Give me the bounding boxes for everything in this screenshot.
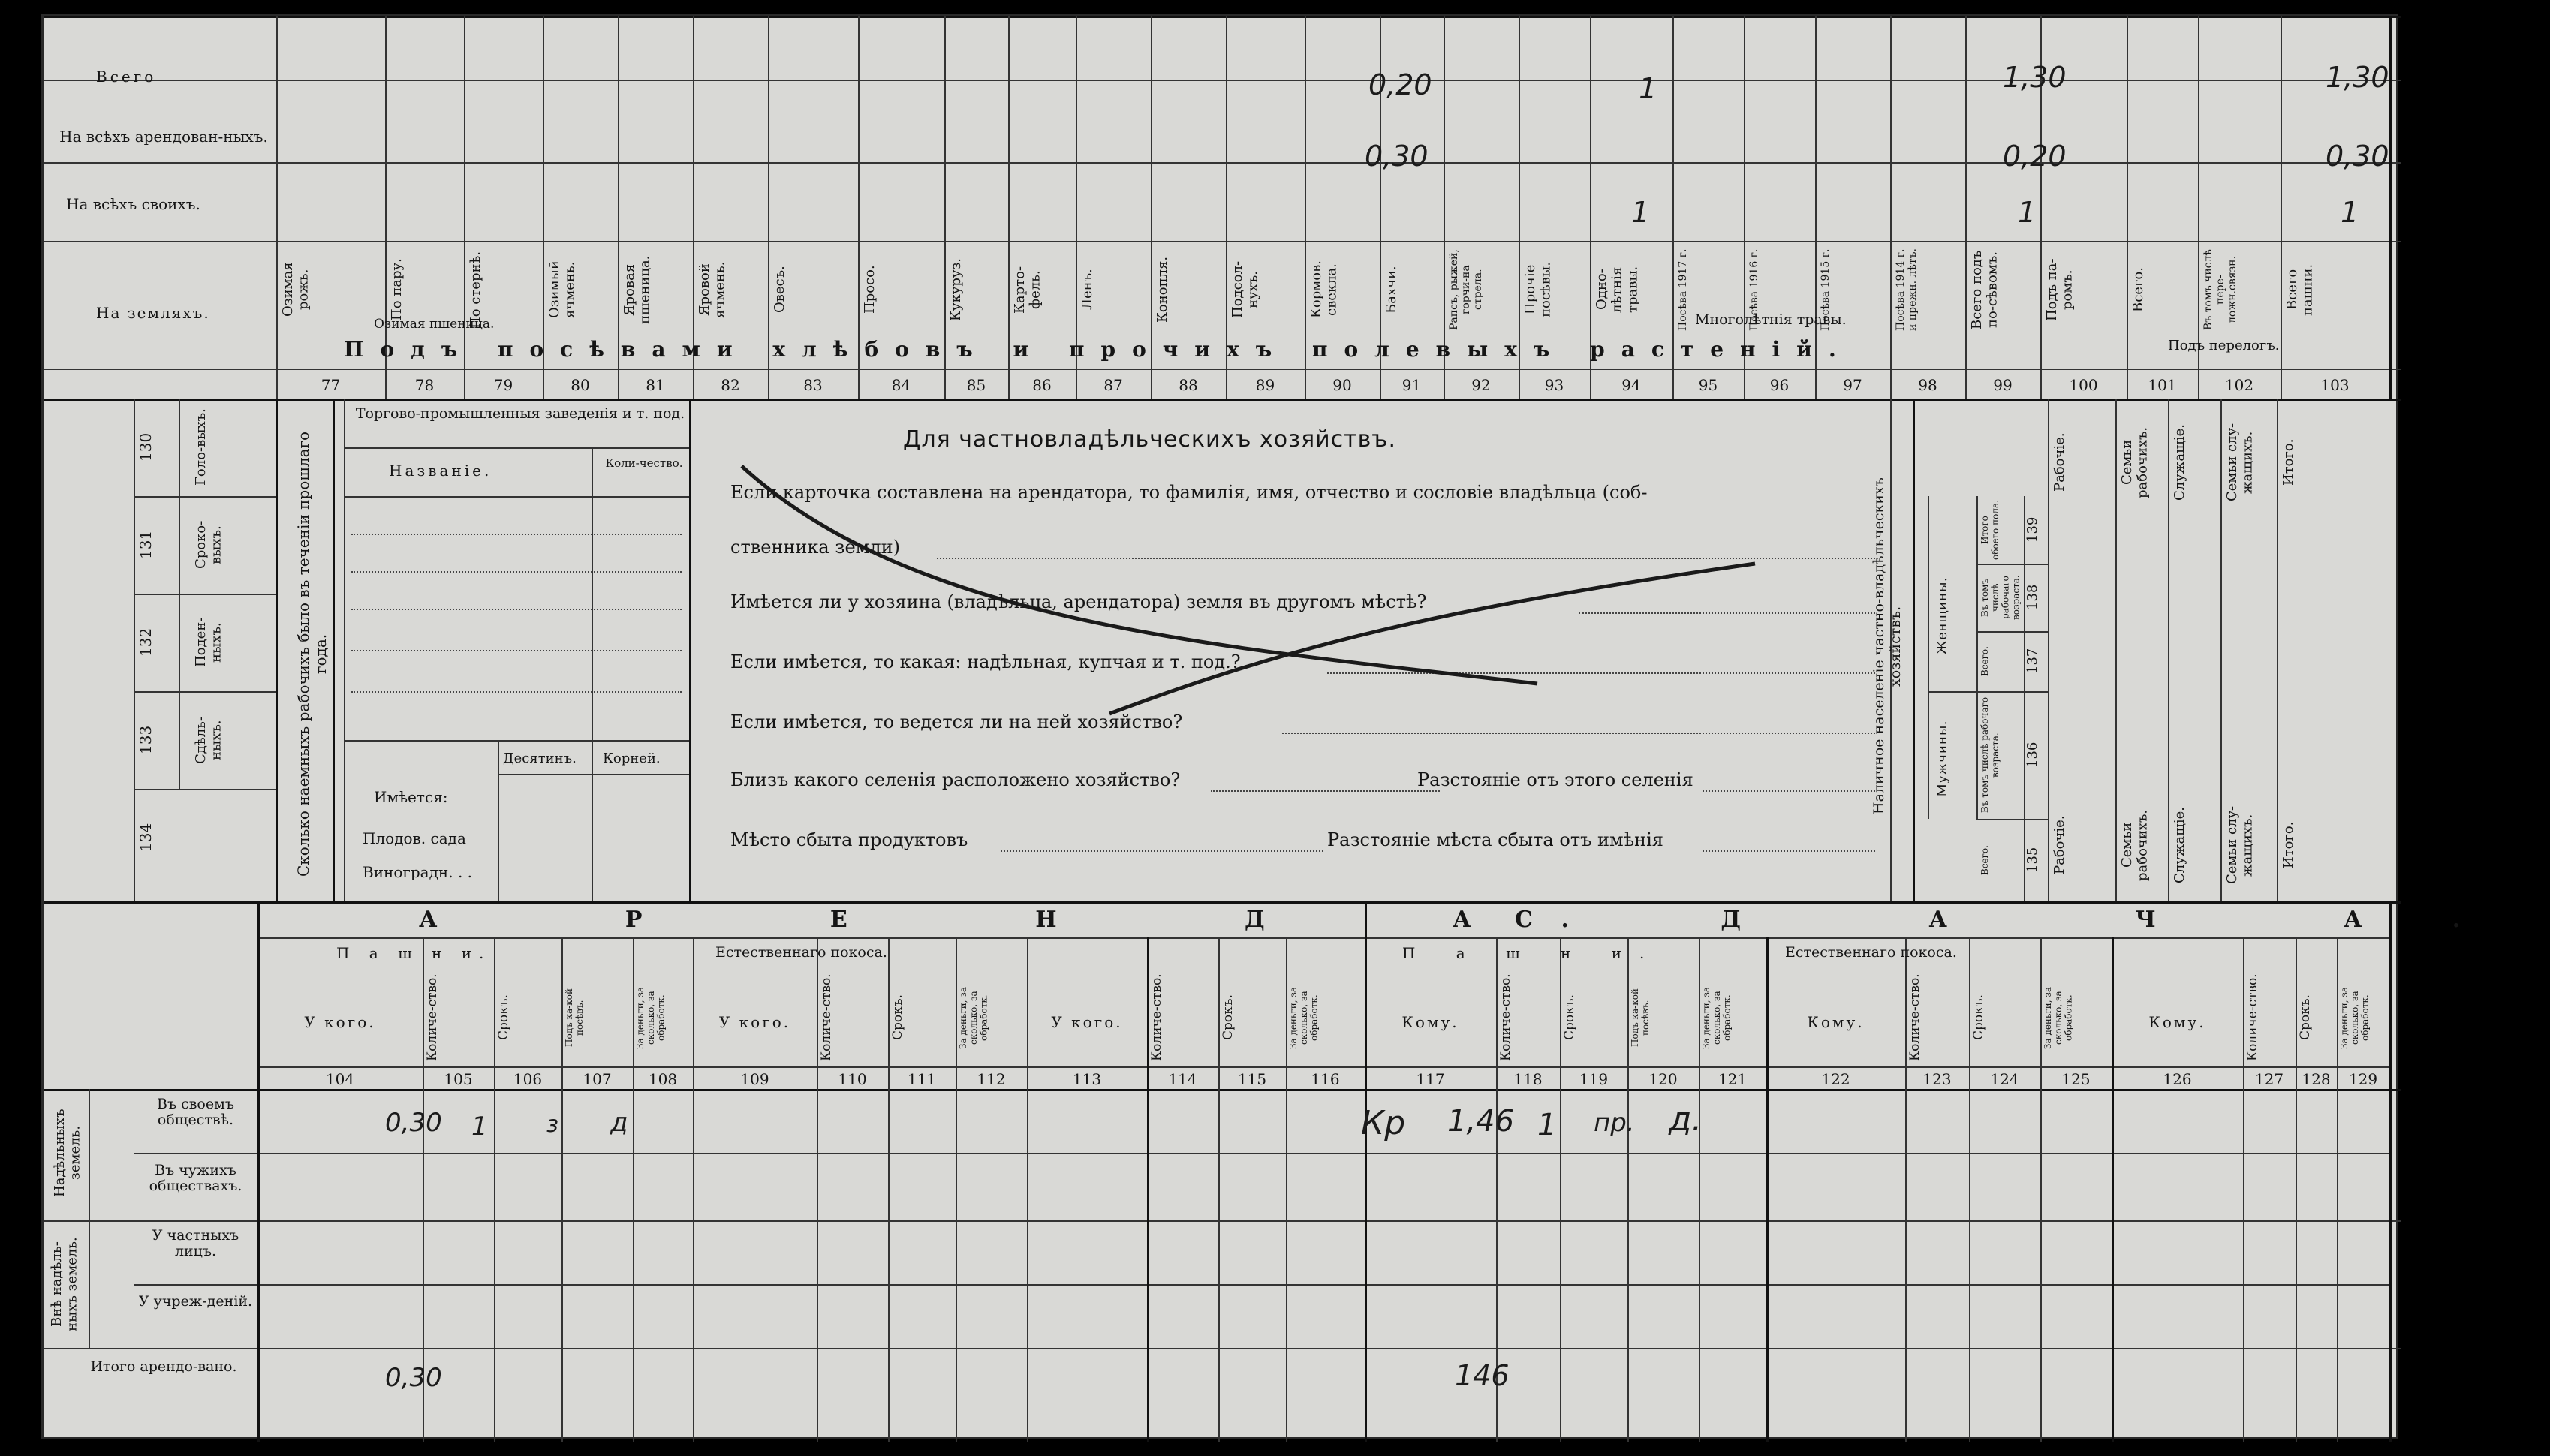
top-col-number: 99 — [1993, 376, 2013, 394]
top-col-number: 82 — [721, 376, 740, 394]
bottom-col-label: Количе-ство. — [1149, 973, 1164, 1062]
q5-text-a: Близъ какого селенія расположено хозяйство? — [730, 769, 1181, 790]
hired-col-label: Сдѣль-ныхъ. — [193, 716, 224, 764]
top-col-number: 77 — [321, 376, 341, 394]
top-col-label: Рапсъ, рыжей, горчи-на стрела. — [1448, 249, 1485, 330]
has-label: Имѣется: — [374, 788, 448, 806]
hired-col-number: 133 — [137, 725, 155, 755]
q1-text-b: ственника земли) — [730, 537, 900, 558]
top-col-number: 80 — [571, 376, 590, 394]
top-col-number: 79 — [493, 376, 513, 394]
top-col-label: Яровая пшеница. — [622, 255, 653, 324]
bottom-col-number: 112 — [977, 1070, 1006, 1088]
bottom-col-label: Кому. — [2148, 1013, 2206, 1031]
bottom-col-number: 113 — [1072, 1070, 1102, 1088]
bottom-col-label: Срокъ. — [1562, 994, 1577, 1041]
men-label: Мужчины. — [1934, 720, 1950, 797]
bottom-col-label: Срокъ. — [890, 994, 905, 1041]
bottom-col-number: 106 — [513, 1070, 543, 1088]
hw-total-qty: 0,30 — [385, 1363, 442, 1393]
top-col-label: Прочіе посѣвы. — [1522, 262, 1554, 317]
top-col-label: Посѣва 1914 г. и прежн. лѣтъ. — [1895, 248, 1919, 331]
top-col-label: Ленъ. — [1079, 269, 1095, 311]
row-svoem: Въ своемъ обществѣ. — [157, 1096, 234, 1128]
hired-col-label — [194, 796, 261, 879]
trade-qty-header: Коли-чество. — [605, 456, 683, 470]
bottom-col-label: Кому. — [1807, 1013, 1865, 1031]
top-col-label: Всего пашни. — [2284, 263, 2316, 316]
hw-arend-bakhchi: 0,30 — [1365, 140, 1429, 173]
hw-vsego-odnolet: 1 — [1639, 72, 1657, 105]
bottom-col-number: 105 — [444, 1070, 473, 1088]
bottom-col-number: 114 — [1168, 1070, 1197, 1088]
population-col-number: 137 — [2025, 648, 2040, 675]
sdacha-pokos: Естественнаго покоса. — [1785, 944, 1957, 961]
population-col-label: Всего. — [1979, 845, 1990, 875]
top-col-label: Всего. — [2130, 267, 2146, 312]
top-col-number: 87 — [1103, 376, 1123, 394]
bottom-col-number: 107 — [583, 1070, 612, 1088]
population-col-label: Въ томъ числѣ рабочаго возраста. — [1979, 696, 2001, 814]
hw-vsego-bakhchi: 0,20 — [1368, 68, 1432, 101]
q3-text: Если имѣется, то какая: надѣльная, купчая и т. под.? — [730, 651, 1241, 672]
top-col-label: Одно-лѣтнія травы. — [1594, 266, 1641, 314]
row-label-svoikh: На всѣхъ своихъ. — [66, 195, 200, 213]
population-col-number: 135 — [2025, 847, 2040, 874]
group-nadel: Надѣльныхъ земель. — [52, 1109, 83, 1197]
bottom-col-label: У кого. — [304, 1013, 376, 1031]
hired-col-label: Голо-выхъ. — [193, 408, 209, 486]
population-col-number: 136 — [2025, 742, 2040, 769]
hw-svoikh-pashni: 1 — [2341, 196, 2359, 229]
top-col-label: Кукуруз. — [948, 258, 964, 322]
top-col-label: Конопля. — [1155, 256, 1170, 323]
bottom-col-label: У кого. — [1051, 1013, 1123, 1031]
bottom-col-label: За деньги, за сколько, за обработк. — [635, 986, 667, 1049]
bottom-col-label: Подъ ка-кой посѣвъ. — [1630, 988, 1651, 1047]
top-col-number: 88 — [1179, 376, 1198, 394]
worker-col-label: Служащіе. — [2172, 424, 2187, 501]
bottom-col-label: За деньги, за сколько, за обработк. — [1288, 986, 1320, 1049]
top-col-number: 96 — [1769, 376, 1790, 394]
top-col-number: 83 — [803, 376, 823, 394]
bottom-col-label: Кому. — [1401, 1013, 1459, 1031]
bottom-col-label: Количе-ство. — [425, 973, 440, 1062]
top-col-number: 101 — [2148, 376, 2177, 394]
top-col-label: Подсол-нухъ. — [1230, 260, 1261, 319]
bottom-col-label: Срокъ. — [2298, 994, 2313, 1041]
census-card — [41, 14, 2550, 1439]
bottom-col-label: Количе-ство. — [1907, 973, 1922, 1062]
top-col-number: 78 — [414, 376, 435, 394]
population-col-label: Въ томъ числѣ рабочаго возраста. — [1979, 575, 2022, 620]
bottom-col-label: За деньги, за сколько, за обработк. — [2043, 986, 2074, 1049]
hw-r1-komu: Кр — [1361, 1104, 1406, 1142]
hired-col-label: Сроко-выхъ. — [193, 520, 224, 570]
bottom-col-number: 115 — [1237, 1070, 1267, 1088]
bottom-col-number: 119 — [1579, 1070, 1609, 1088]
worker-col-label: Служащіе. — [2172, 807, 2187, 883]
q6-text-b: Разстояніе мѣста сбыта отъ имѣнія — [1327, 829, 1663, 850]
hired-col-number: 131 — [137, 530, 155, 560]
row-label-arend: На всѣхъ арендован-ныхъ. — [59, 128, 268, 146]
q6-text-a: Мѣсто сбыта продуктовъ — [730, 829, 968, 850]
top-col-label: По пару. — [389, 258, 405, 321]
row-chastnykh: У частныхъ лицъ. — [152, 1227, 239, 1259]
bottom-col-number: 116 — [1311, 1070, 1340, 1088]
bottom-col-number: 118 — [1513, 1070, 1543, 1088]
population-col-label: Всего. — [1979, 646, 1990, 676]
group-pod-posevami: Подъ посѣвами хлѣбовъ и прочихъ полевыхъ растеній. — [344, 337, 1853, 362]
hw-r1-srok: 1 — [471, 1112, 488, 1142]
group-ozimaya-pshenitsa: Озимая пшеница. — [374, 317, 495, 332]
cross-out-strokes — [689, 399, 1905, 901]
q5-text-b: Разстояніе отъ этого селенія — [1417, 769, 1693, 790]
arenda-title: А Р Е Н Д А. — [419, 907, 1659, 933]
hw-r1-qty2: 1,46 — [1447, 1104, 1515, 1139]
bottom-col-label: Срокъ. — [1221, 994, 1236, 1041]
top-col-label: Посѣва 1916 г. — [1748, 248, 1760, 331]
trade-name-header: Названіе. — [389, 462, 492, 480]
q1-text-a: Если карточка составлена на арендатора, то фамилія, имя, отчество и сословіе владѣльца (соб- — [730, 482, 1648, 503]
top-col-label: Посѣва 1915 г. — [1820, 248, 1832, 331]
women-label: Женщины. — [1934, 577, 1950, 655]
sdacha-pashni: П а ш н и. — [1402, 944, 1663, 962]
row-label-vsego: Всего — [96, 68, 157, 86]
trade-header: Торгово-промышленныя заведенія и т. под. — [355, 405, 685, 422]
worker-col-label: Семьи слу-жащихъ. — [2224, 805, 2256, 885]
top-col-number: 85 — [966, 376, 986, 394]
hw-vsego-pashni: 1,30 — [2326, 61, 2389, 94]
hw-r1-qty: 0,30 — [385, 1108, 442, 1138]
bottom-col-label: У кого. — [718, 1013, 791, 1031]
bottom-col-label: Срокъ. — [496, 994, 511, 1041]
q2-text: Имѣется ли у хозяина (владѣльца, арендатора) земля въ другомъ мѣстѣ? — [730, 591, 1427, 612]
population-col-number: 138 — [2025, 584, 2040, 611]
bottom-col-number: 129 — [2348, 1070, 2378, 1088]
hw-svoikh-odnolet: 1 — [1631, 196, 1650, 229]
top-col-number: 86 — [1032, 376, 1052, 394]
population-col-number: 139 — [2025, 516, 2040, 543]
desyatin-label: Десятинъ. — [503, 751, 577, 766]
population-label: Наличное населеніе частно-владѣльческихъ хозяйствъ. — [1871, 477, 1904, 815]
top-col-number: 89 — [1255, 376, 1275, 394]
bottom-col-number: 123 — [1922, 1070, 1952, 1088]
hw-r1-za2: д. — [1669, 1100, 1703, 1139]
top-col-label: Яровой ячмень. — [697, 261, 728, 318]
group-pod-perelog: Подъ перелогъ. — [2168, 338, 2280, 353]
top-col-number: 94 — [1621, 376, 1641, 394]
top-col-label: Озимая рожь. — [280, 262, 312, 317]
top-col-number: 95 — [1698, 376, 1718, 394]
hired-col-number: 132 — [137, 627, 155, 657]
hw-vsego-pod-posevom: 1,30 — [2003, 61, 2067, 94]
top-col-label: Въ томъ числѣ пере-ложн.связн. — [2202, 249, 2239, 330]
top-col-number: 100 — [2069, 376, 2098, 394]
arenda-pokos: Естественнаго покоса. — [715, 944, 887, 961]
group-vne: Внѣ надѣль-ныхъ земель. — [49, 1237, 80, 1331]
top-col-label: Бахчи. — [1383, 266, 1399, 314]
bottom-col-label: Срокъ. — [1971, 994, 1986, 1041]
top-col-number: 91 — [1401, 376, 1422, 394]
hired-col-number: 130 — [137, 432, 155, 462]
bottom-col-number: 121 — [1718, 1070, 1748, 1088]
korney-label: Корней. — [603, 751, 661, 766]
bottom-col-number: 127 — [2254, 1070, 2284, 1088]
bottom-col-label: Подъ ка-кой посѣвъ. — [564, 988, 585, 1047]
bottom-col-number: 110 — [838, 1070, 867, 1088]
top-col-number: 97 — [1843, 376, 1862, 394]
q4-text: Если имѣется, то ведется ли на ней хозяйство? — [730, 711, 1183, 733]
top-col-label: Всего подъ по-сѣвомъ. — [1969, 250, 2001, 329]
top-col-number: 84 — [891, 376, 911, 394]
sdacha-title: С Д А Ч А. — [1515, 907, 2550, 933]
hw-r1-posev: з — [546, 1112, 558, 1138]
top-col-number: 98 — [1918, 376, 1937, 394]
top-col-number: 93 — [1544, 376, 1564, 394]
bottom-col-number: 109 — [740, 1070, 769, 1088]
bottom-col-label: За деньги, за сколько, за обработк. — [1701, 986, 1733, 1049]
bottom-col-label: Количе-ство. — [819, 973, 834, 1062]
bottom-col-number: 104 — [325, 1070, 355, 1088]
top-col-number: 90 — [1332, 376, 1352, 394]
bottom-col-number: 126 — [2163, 1070, 2192, 1088]
row-itogo-arendovano: Итого арендо-вано. — [90, 1358, 237, 1375]
orchard-label: Плодов. сада — [363, 829, 466, 847]
bottom-col-number: 120 — [1648, 1070, 1678, 1088]
bottom-col-number: 125 — [2061, 1070, 2091, 1088]
bottom-col-number: 117 — [1416, 1070, 1445, 1088]
worker-col-label: Итого. — [2281, 821, 2296, 869]
top-col-number: 103 — [2320, 376, 2350, 394]
private-farms-title: Для частновладѣльческихъ хозяйствъ. — [903, 426, 1397, 453]
top-col-number: 92 — [1471, 376, 1491, 394]
bottom-col-label: Количе-ство. — [2245, 973, 2260, 1062]
hw-r1-posev2: пр. — [1594, 1108, 1635, 1138]
hw-arend-pod-posevom: 0,20 — [2003, 140, 2067, 173]
worker-col-label: Семьи рабочихъ. — [2119, 426, 2151, 498]
top-col-label: Просо. — [862, 265, 878, 314]
bottom-col-label: За деньги, за сколько, за обработк. — [2339, 986, 2371, 1049]
top-col-label: Овесъ. — [772, 266, 787, 314]
bottom-col-label: За деньги, за сколько, за обработк. — [958, 986, 989, 1049]
row-uchrezhdeniy: У учреж-деній. — [138, 1293, 253, 1310]
hw-r1-srok2: 1 — [1537, 1108, 1557, 1142]
bottom-col-number: 128 — [2302, 1070, 2331, 1088]
worker-col-label: Рабочіе. — [2052, 432, 2067, 492]
top-col-number: 102 — [2224, 376, 2254, 394]
hired-col-number: 134 — [137, 823, 155, 853]
bottom-col-number: 111 — [907, 1070, 937, 1088]
hw-arend-pashni: 0,30 — [2326, 140, 2389, 173]
top-col-label: По стернѣ. — [468, 251, 483, 329]
row-label-na-zemlyakh: На земляхъ. — [96, 304, 210, 322]
top-col-label: Посѣва 1917 г. — [1677, 248, 1689, 331]
worker-col-label: Семьи слу-жащихъ. — [2224, 423, 2256, 502]
top-col-label: Подъ па-ромъ. — [2044, 258, 2076, 321]
bottom-col-number: 124 — [1990, 1070, 2019, 1088]
arenda-pashni: П а ш н и. — [336, 944, 492, 962]
worker-col-label: Рабочіе. — [2052, 815, 2067, 875]
population-col-label: Итого обоего пола. — [1979, 500, 2001, 560]
hw-total-qty2: 146 — [1455, 1359, 1510, 1392]
hired-workers-label: Сколько наемныхъ рабочихъ было въ теченіи прошлаго года. — [294, 431, 330, 877]
bottom-col-number: 108 — [648, 1070, 678, 1088]
top-col-label: Карто-фель. — [1012, 266, 1043, 314]
top-col-label: Озимый ячмень. — [546, 260, 578, 319]
top-col-number: 81 — [646, 376, 665, 394]
hw-r1-za: д — [610, 1108, 628, 1138]
bottom-col-number: 122 — [1821, 1070, 1850, 1088]
worker-col-label: Итого. — [2281, 438, 2296, 486]
top-col-label: Кормов. свекла. — [1308, 260, 1340, 319]
worker-col-label: Семьи рабочихъ. — [2119, 809, 2151, 881]
vineyard-label: Виноградн. . . — [363, 863, 473, 881]
hired-col-label: Поден-ныхъ. — [193, 617, 224, 668]
hw-svoikh-pod-posevom: 1 — [2018, 196, 2037, 229]
bottom-col-label: Количе-ство. — [1498, 973, 1513, 1062]
row-chuzhikh: Въ чужихъ обществахъ. — [149, 1162, 242, 1194]
group-mnogoletnie: Многолѣтнія травы. — [1695, 311, 1847, 328]
